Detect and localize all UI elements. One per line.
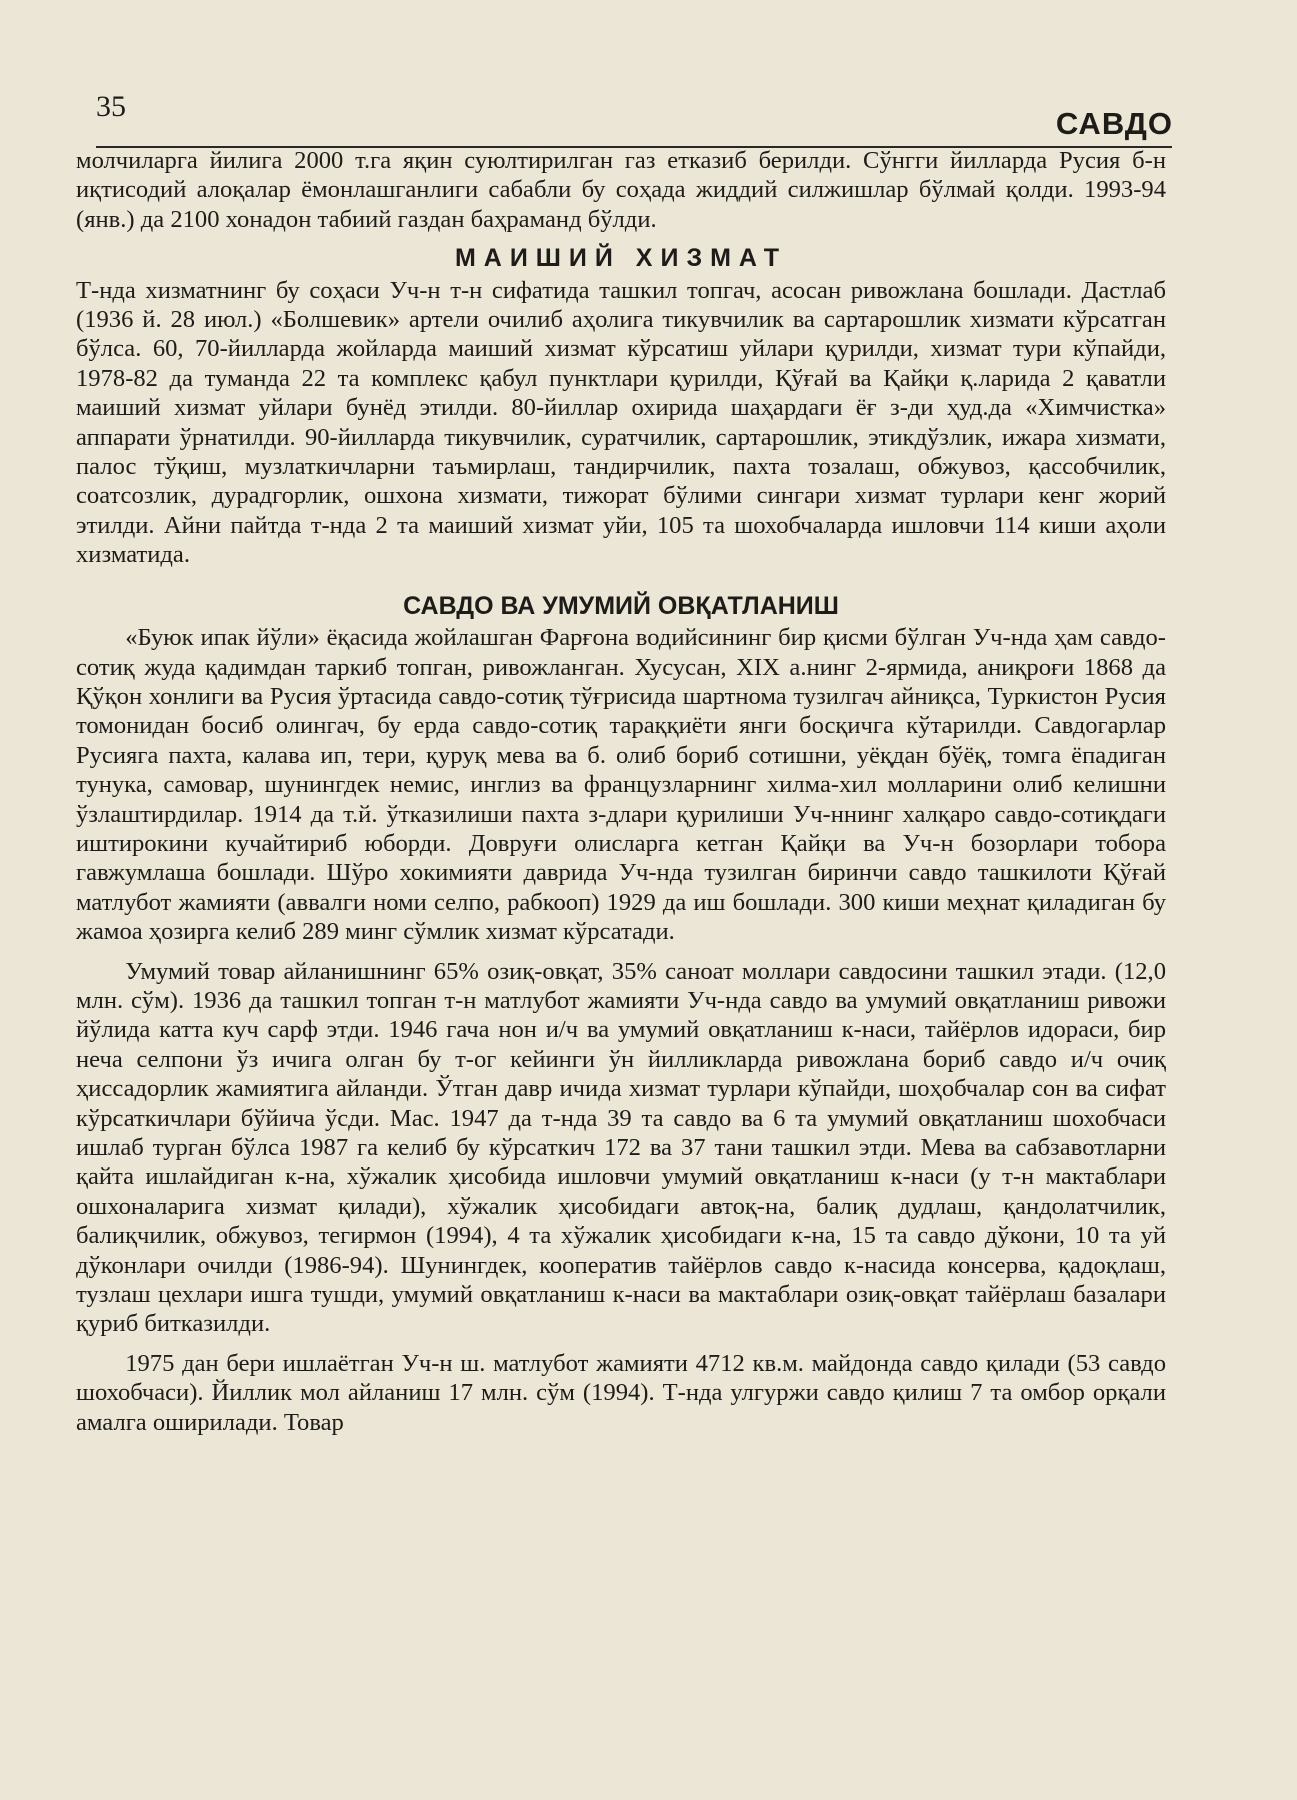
article-body [76,146,1166,1437]
page-number: 35 [96,90,126,123]
running-head: САВДО [1055,106,1173,141]
savdo-paragraph-3: 1975 дан бери ишлаётган Уч-н ш. матлубот жамияти 4712 кв.м. майдонда савдо қилади (53 савдо шохобчаси). Йиллик мол айланиш 17 млн. сўм (1994). Т-нда улгуржи савдо қилиш 7 та омбор орқали амалга оширилади. Товар [76,1349,1166,1436]
maishiy-paragraph: Т-нда хизматнинг бу соҳаси Уч-н т-н сифатида ташкил топгач, асосан ривожлана бошлади. Дастлаб (1936 й. 28 июл.) «Болшевик» артели очилиб аҳолига тикувчилик ва сартарошлик хизмати кўрсатган бўлса. 60, 70-йилларда жойларда маиший хизмат кўрсатиш уйлари қурилди, хизмат тури кўпайди, 1978-82 да туманда 22 та комплекс қабул пунктлари қурилди, Қўғай ва Қайқи қ.ларида 2 қаватли маиший хизмат уйлари бунёд этилди. 80-йиллар охирида шаҳардаги ёғ з-ди ҳуд.да «Химчистка» аппарати ўрнатилди. 90-йилларда тикувчилик, суратчилик, сартарошлик, этикдўзлик, ижара хизмати, палос тўқиш, музлаткичларни таъмирлаш, тандирчилик, пахта тозалаш, обжувоз, қассобчилик, соатсозлик, дурадгорлик, ошхона хизмати, тижорат бўлими сингари хизмат турлари кенг жорий этилди. Айни пайтда т-нда 2 та маиший хизмат уйи, 105 та шохобчаларда ишловчи 114 киши аҳоли хизматида. [76,276,1166,569]
savdo-paragraph-2: Умумий товар айланишнинг 65% озиқ-овқат, 35% саноат моллари савдосини ташкил этади. (12,0 млн. сўм). 1936 да ташкил топган т-н матлубот жамияти Уч-нда савдо ва умумий овқатланиш ривожи йўлида катта куч сарф этди. 1946 гача нон и/ч ва умумий овқатланиш к-наси, тайёрлов идораси, бир неча селпони ўз ичига олган бу т-ог кейинги ўн йилликларда ривожланa бориб савдо и/ч очиқ ҳиссадорлик жамиятига айланди. Ўтган давр ичида хизмат турлари кўпайди, шоҳобчалар сон ва сифат кўрсаткичлари бўйича ўсди. Мас. 1947 да т-нда 39 та савдо ва 6 та умумий овқатланиш шохобчаси ишлаб турган бўлса 1987 га келиб бу кўрсаткич 172 ва 37 тани ташкил этди. Мева ва сабзавотларни қайта ишлайдиган к-на, хўжалик ҳисобида ишловчи умумий овқатланиш к-наси (у т-н мактаблари ошхоналарига хизмат қилади), хўжалик ҳисобидаги автоқ-на, балиқ дудлаш, қандолатчилик, балиқчилик, обжувоз, тегирмон (1994), 4 та хўжалик ҳисобидаги к-на, 15 та савдо дўкони, 10 та уй дўконлари очилди (1986-94). Шунингдек, кооператив тайёрлов савдо к-насида консерва, қадоқлаш, тузлаш цехлари ишга тушди, умумий овқатланиш к-наси ва мактаблари озиқ-овқат тайёрлаш базалари қуриб битказилди. [76,957,1166,1338]
savdo-paragraph-1: «Буюк ипак йўли» ёқасида жойлашган Фарғона водийсининг бир қисми бўлган Уч-нда ҳам савдо-сотиқ жуда қадимдан таркиб топган, ривожланган. Хусусан, XIX а.нинг 2-ярмида, аниқроғи 1868 да Қўқон хонлиги ва Русия ўртасида савдо-сотиқ тўғрисида шартнома тузилгач айниқса, Туркистон Русия томонидан босиб олингач, бу ерда савдо-сотиқ тараққиёти янги босқичга кўтарилди. Савдогарлар Русияга пахта, калава ип, тери, қуруқ мева ва б. олиб бориб сотишни, уёқдан бўёқ, томга ёпадиган тунука, самовар, шунингдек немис, инглиз ва французларнинг хилма-хил молларини олиб келишни ўзлаштирдилар. 1914 да т.й. ўтказилиши пахта з-длари қурилиши Уч-ннинг халқаро савдо-сотиқдаги иштирокини кучайтириб юборди. Довруғи олисларга кетган Қайқи ва Уч-н бозорлари тобора гавжумлаша бошлади. Шўро хокимияти даврида Уч-нда тузилган биринчи савдо ташкилоти Қўғай матлубот жамияти (аввалги номи селпо, рабкооп) 1929 да иш бошлади. 300 киши меҳнат қиладиган бу жамоа ҳозирга келиб 289 минг сўмлик хизмат кўрсатади. [76,624,1166,946]
section-heading-savdo: САВДО ВА УМУМИЙ ОВҚАТЛАНИШ [403,591,839,620]
section-heading-maishiy: МАИШИЙ ХИЗМАТ [454,244,788,273]
intro-paragraph: молчиларга йилига 2000 т.га яқин суюлтирилган газ етказиб берилди. Сўнгги йилларда Русия б-н иқтисодий алоқалар ёмонлашганлиги сабабли бу соҳада жиддий силжишлар бўлмай қолди. 1993-94 (янв.) да 2100 хонадон табиий газдан баҳраманд бўлди. [76,147,1166,233]
